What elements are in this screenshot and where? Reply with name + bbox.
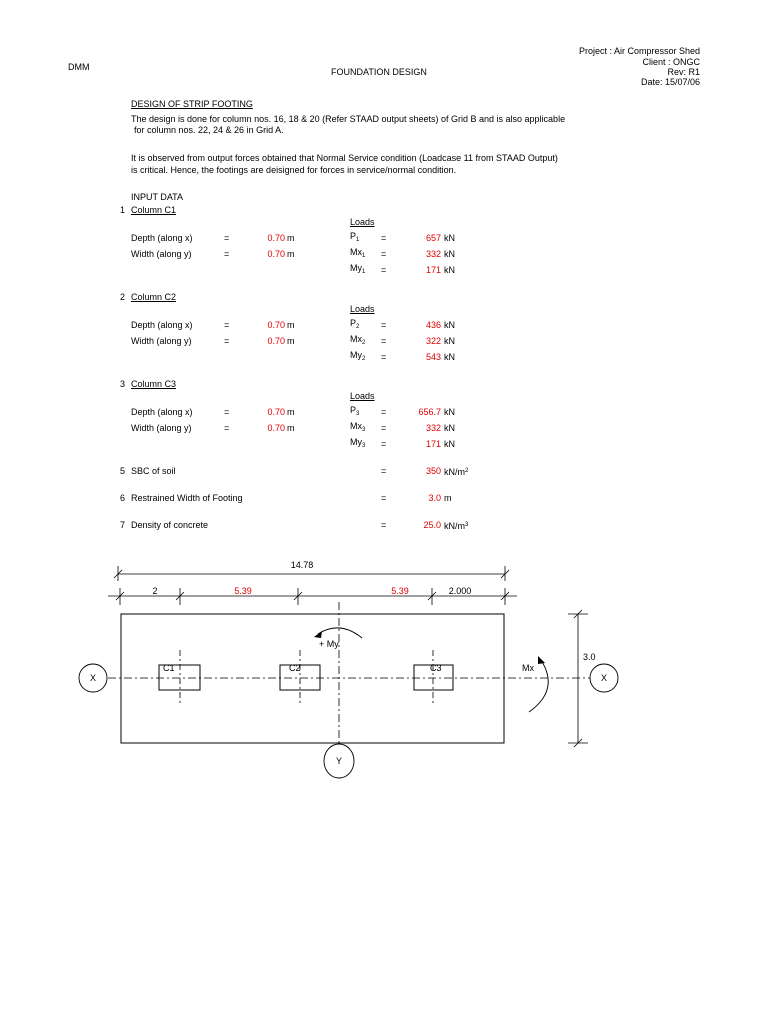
- param-5-value: 350: [425, 466, 441, 476]
- param-6-label: Restrained Width of Footing: [131, 493, 243, 503]
- column-1-my-equals: =: [381, 265, 387, 275]
- load-subscript: 3: [356, 411, 360, 417]
- column-2-depth-label: Depth (along x): [131, 320, 193, 330]
- segment-1-label: 2: [152, 586, 158, 596]
- column-1-depth-value: 0.70: [267, 233, 285, 243]
- column-2-loads-heading: Loads: [350, 304, 375, 314]
- column-1-mx-equals: =: [381, 249, 387, 259]
- column-2-width-value: 0.70: [267, 336, 285, 346]
- column-3-mx-value: 332: [425, 423, 441, 433]
- client-label: Client : ONGC: [642, 57, 700, 67]
- column-1-width-equals: =: [224, 249, 230, 259]
- param-7-equals: =: [381, 520, 387, 530]
- x-axis-label-right: X: [600, 673, 608, 683]
- param-7-label: Density of concrete: [131, 520, 209, 530]
- width-dimension-label: 3.0: [583, 652, 596, 662]
- my-moment-arc: [318, 628, 362, 638]
- unit-text: kN/m: [444, 521, 465, 531]
- param-7-number: 7: [120, 520, 126, 530]
- column-2-width-label: Width (along y): [131, 336, 192, 346]
- column-3-p-value: 656.7: [418, 407, 441, 417]
- load-subscript: 2: [356, 324, 360, 330]
- intro-line-3: It is observed from output forces obtained that Normal Service condition (Loadcase 11 from STAAD Output): [131, 153, 558, 163]
- load-subscript: 3: [362, 443, 366, 449]
- load-subscript: 2: [362, 356, 366, 362]
- load-subscript: 3: [362, 427, 366, 433]
- project-label: Project : Air Compressor Shed: [578, 46, 700, 56]
- column-3-width-equals: =: [224, 423, 230, 433]
- column-3-width-unit: m: [287, 423, 295, 433]
- column-3-depth-label: Depth (along x): [131, 407, 193, 417]
- load-symbol: Mx: [350, 421, 362, 431]
- column-2-column-name: Column C2: [131, 292, 177, 302]
- column-2-my-equals: =: [381, 352, 387, 362]
- footing-outline: [121, 614, 504, 743]
- column-c1-label: C1: [163, 663, 175, 673]
- column-3-my-equals: =: [381, 439, 387, 449]
- param-6-equals: =: [381, 493, 387, 503]
- column-3-loads-heading: Loads: [350, 391, 375, 401]
- intro-line-2: for column nos. 22, 24 & 26 in Grid A.: [134, 125, 284, 135]
- column-2-p-equals: =: [381, 320, 387, 330]
- column-2-depth-unit: m: [287, 320, 295, 330]
- column-2-p-unit: kN: [444, 320, 455, 330]
- unit-superscript: 3: [465, 522, 469, 528]
- mx-arrow-head-icon: [538, 656, 545, 664]
- param-7-value: 25.0: [423, 520, 441, 530]
- org-label: DMM: [68, 62, 90, 72]
- column-2-column-number: 2: [120, 292, 126, 302]
- param-5-label: SBC of soil: [131, 466, 176, 476]
- column-3-depth-value: 0.70: [267, 407, 285, 417]
- column-1-mx-value: 332: [425, 249, 441, 259]
- column-3-mx-equals: =: [381, 423, 387, 433]
- column-1-depth-label: Depth (along x): [131, 233, 193, 243]
- column-1-p-value: 657: [425, 233, 441, 243]
- column-2-depth-value: 0.70: [267, 320, 285, 330]
- column-1-width-unit: m: [287, 249, 295, 259]
- load-symbol: Mx: [350, 334, 362, 344]
- input-data-heading: INPUT DATA: [131, 192, 184, 202]
- column-1-p-equals: =: [381, 233, 387, 243]
- column-3-p-equals: =: [381, 407, 387, 417]
- load-subscript: 1: [362, 253, 366, 259]
- column-3-depth-unit: m: [287, 407, 295, 417]
- column-3-my-value: 171: [425, 439, 441, 449]
- column-3-column-number: 3: [120, 379, 126, 389]
- load-symbol: My: [350, 437, 362, 447]
- column-3-width-value: 0.70: [267, 423, 285, 433]
- column-1-width-label: Width (along y): [131, 249, 192, 259]
- column-3-depth-equals: =: [224, 407, 230, 417]
- column-1-column-number: 1: [120, 205, 126, 215]
- section-title: DESIGN OF STRIP FOOTING: [131, 99, 253, 109]
- column-3-my-unit: kN: [444, 439, 455, 449]
- my-moment-label: + My: [319, 639, 339, 649]
- my-arrow-head-icon: [314, 631, 322, 638]
- load-subscript: 1: [362, 269, 366, 275]
- column-2-p-value: 436: [425, 320, 441, 330]
- page-title: FOUNDATION DESIGN: [331, 67, 427, 77]
- intro-line-4: is critical. Hence, the footings are deisigned for forces in service/normal condition.: [131, 165, 457, 175]
- column-1-depth-unit: m: [287, 233, 295, 243]
- load-symbol: Mx: [350, 247, 362, 257]
- column-3-mx-unit: kN: [444, 423, 455, 433]
- column-2-mx-value: 322: [425, 336, 441, 346]
- revision-label: Rev: R1: [667, 67, 700, 77]
- column-3-width-label: Width (along y): [131, 423, 192, 433]
- column-3-p-unit: kN: [444, 407, 455, 417]
- param-5-equals: =: [381, 466, 387, 476]
- x-axis-label-left: X: [89, 673, 97, 683]
- column-2-mx-equals: =: [381, 336, 387, 346]
- load-symbol: P: [350, 231, 357, 241]
- column-1-my-value: 171: [425, 265, 441, 275]
- column-1-depth-equals: =: [224, 233, 230, 243]
- column-2-width-unit: m: [287, 336, 295, 346]
- intro-line-1: The design is done for column nos. 16, 18 & 20 (Refer STAAD output sheets) of Grid B and is also applicable: [131, 114, 566, 124]
- column-1-width-value: 0.70: [267, 249, 285, 259]
- column-2-mx-unit: kN: [444, 336, 455, 346]
- load-symbol: My: [350, 263, 362, 273]
- column-2-my-value: 543: [425, 352, 441, 362]
- date-label: Date: 15/07/06: [640, 77, 700, 87]
- load-symbol: P: [350, 405, 357, 415]
- param-6-value: 3.0: [428, 493, 441, 503]
- param-5-number: 5: [120, 466, 126, 476]
- column-2-depth-equals: =: [224, 320, 230, 330]
- segment-2-label: 5.39: [234, 586, 252, 596]
- column-c3-label: C3: [430, 663, 442, 673]
- column-1-mx-unit: kN: [444, 249, 455, 259]
- load-subscript: 1: [356, 237, 360, 243]
- y-axis-label: Y: [335, 756, 343, 766]
- load-symbol: P: [350, 318, 357, 328]
- column-2-my-unit: kN: [444, 352, 455, 362]
- load-symbol: My: [350, 350, 362, 360]
- unit-superscript: 2: [465, 468, 469, 474]
- column-3-column-name: Column C3: [131, 379, 177, 389]
- unit-text: m: [444, 493, 452, 503]
- column-2-width-equals: =: [224, 336, 230, 346]
- segment-3-label: 5.39: [391, 586, 409, 596]
- total-length-label: 14.78: [290, 560, 314, 570]
- column-c2-label: C2: [289, 663, 301, 673]
- load-subscript: 2: [362, 340, 366, 346]
- column-1-column-name: Column C1: [131, 205, 177, 215]
- mx-moment-label: Mx: [522, 663, 534, 673]
- column-1-my-unit: kN: [444, 265, 455, 275]
- segment-4-label: 2.000: [448, 586, 472, 596]
- column-1-p-unit: kN: [444, 233, 455, 243]
- unit-text: kN/m: [444, 467, 465, 477]
- column-1-loads-heading: Loads: [350, 217, 375, 227]
- param-6-number: 6: [120, 493, 126, 503]
